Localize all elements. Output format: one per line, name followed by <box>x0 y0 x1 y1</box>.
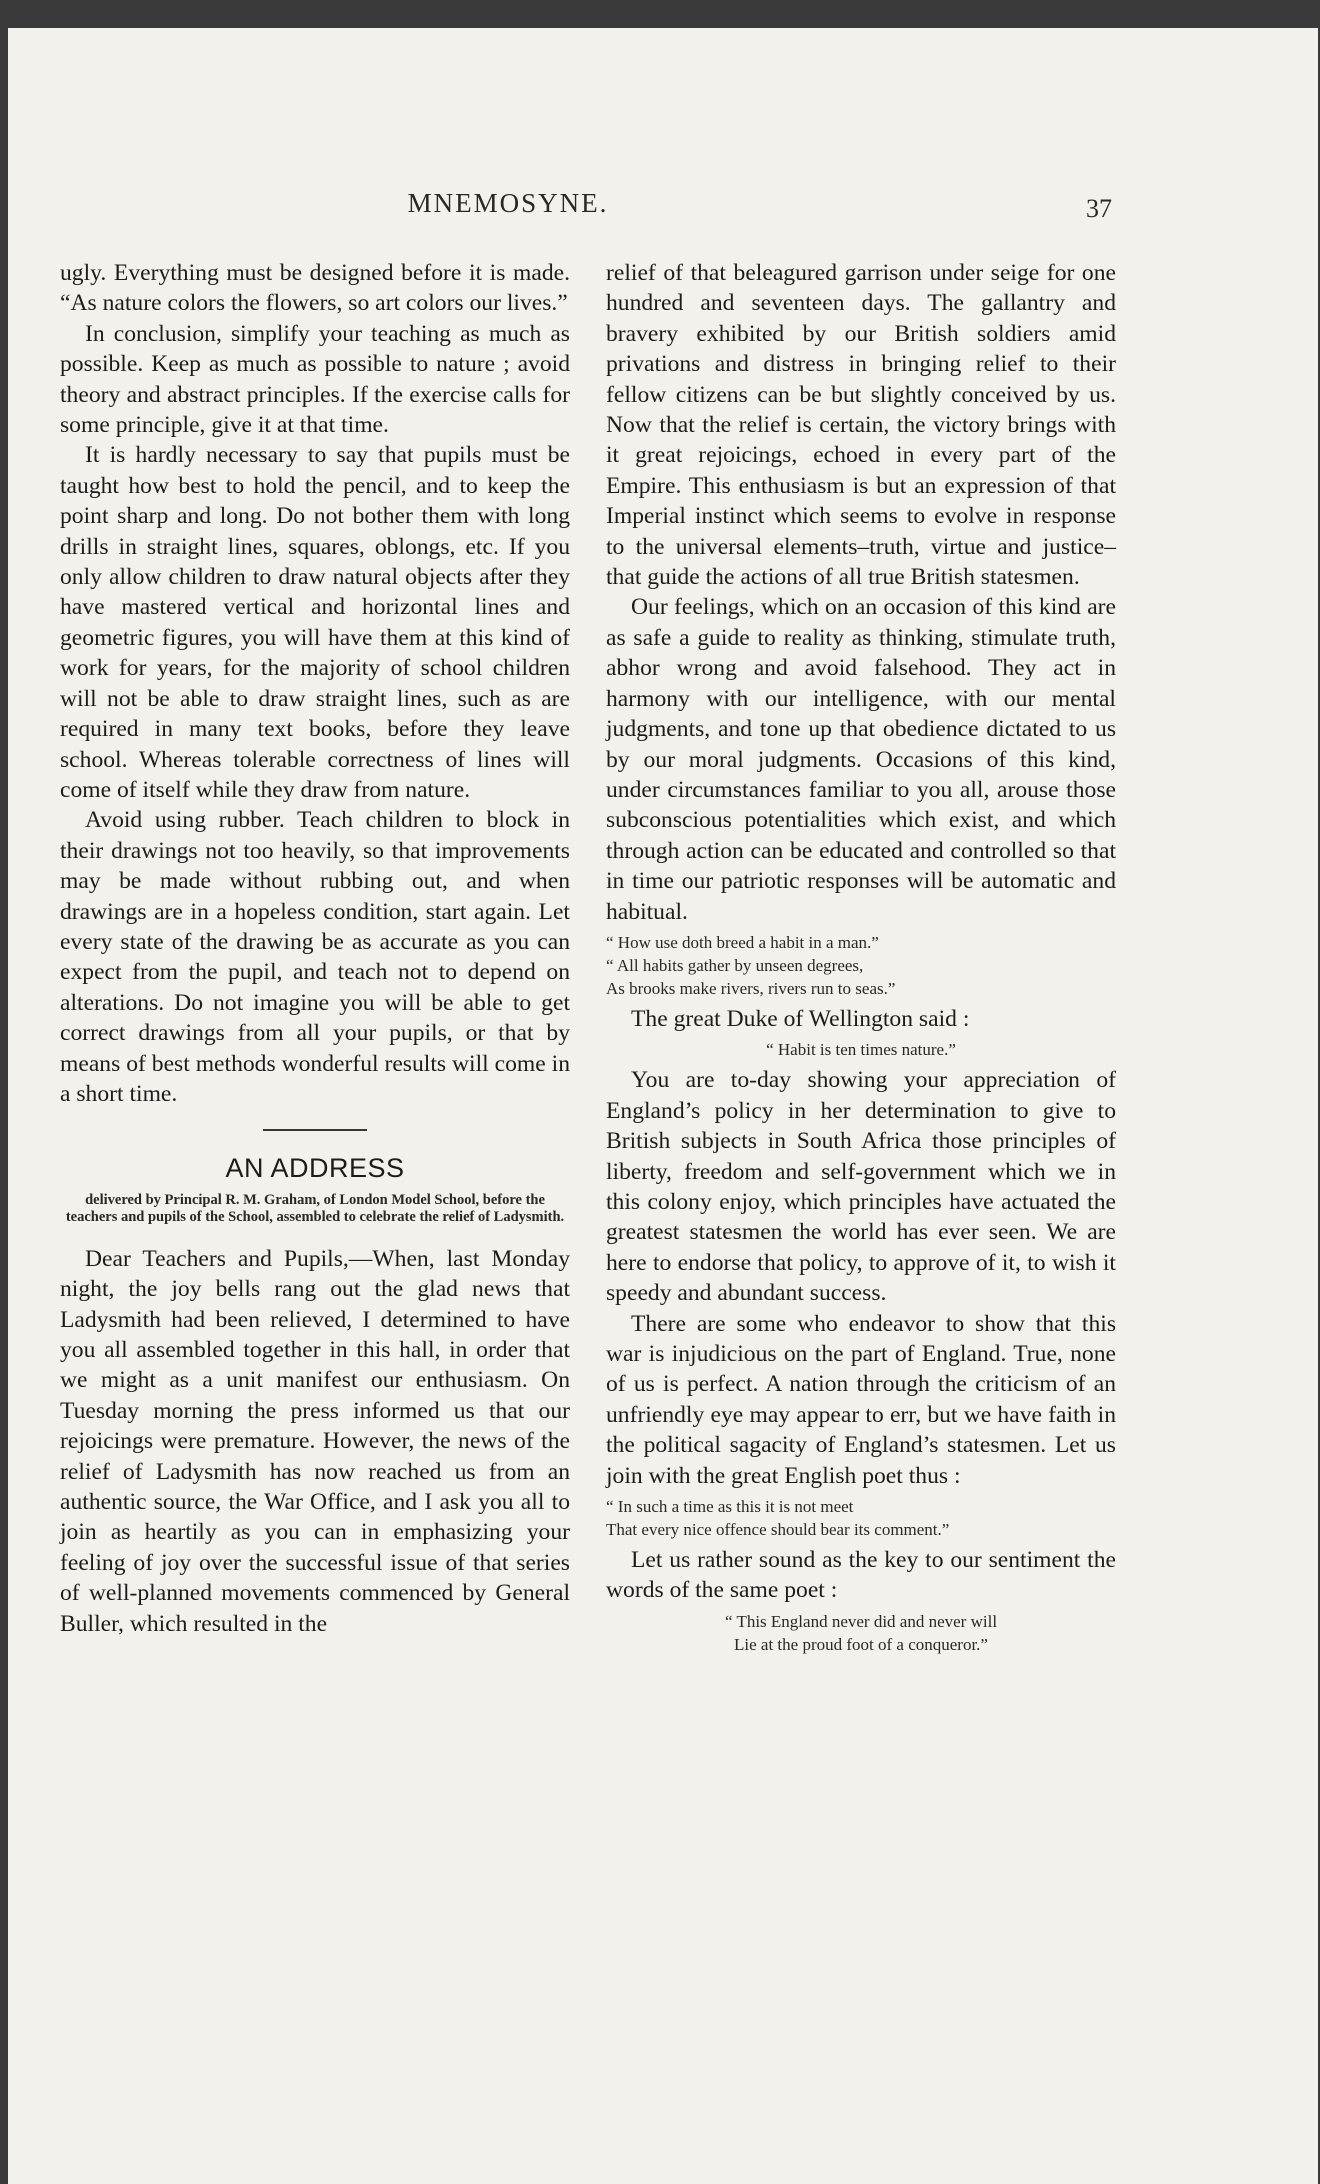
paragraph: In conclusion, simplify your teaching as much as possible. Keep as much as possible to nature ; avoid theory and abstract principles. If the exercise calls for some principle, give it at that time. <box>60 320 570 439</box>
paragraph: It is hardly necessary to say that pupils must be taught how best to hold the pencil, and to keep the point sharp and long. Do not bother them with long drills in straight lines, squares, oblongs, etc. If you only allow children to draw natural objects after they have mastered vertical and horizontal lines and geometric figures, you will have them at this kind of work for years, for the majority of school children will not be able to draw straight lines, such as are required in many text books, before they leave school. Whereas tolerable correctness of lines will come of itself while they draw from nature. <box>60 442 570 803</box>
quotation-line: As brooks make rivers, rivers run to seas.” <box>606 978 896 998</box>
quotation-line: “ This England never did and never will <box>724 1611 998 1631</box>
paragraph: The great Duke of Wellington said : <box>631 1005 970 1032</box>
section-subtitle: delivered by Principal R. M. Graham, of London Model School, before the teachers and pupils of the School, assembled to celebrate the relief of Ladysmith. <box>65 1191 565 1225</box>
quotation <box>606 1610 1116 1656</box>
page-header <box>8 188 1318 248</box>
quotation <box>606 931 1116 1000</box>
right-column <box>606 258 1116 1660</box>
section-divider <box>263 1129 367 1131</box>
quotation-line: “ How use doth breed a habit in a man.” <box>606 932 879 952</box>
paragraph: Dear Teachers and Pupils,—When, last Monday night, the joy bells rang out the glad news that Ladysmith had been relieved, I determined to have you all assembled together in this hall, in order that we might as a unit manifest our enthusiasm. On Tuesday morning the press informed us that our rejoicings were premature. However, the news of the relief of Ladysmith has now reached us from an authentic source, the War Office, and I ask you all to join as heartily as you can in emphasizing your feeling of joy over the successful issue of that series of well-planned movements commenced by General Buller, which resulted in the <box>60 1245 570 1637</box>
section-title: AN ADDRESS <box>225 1153 405 1184</box>
paragraph: ugly. Everything must be designed before it is made. “As nature colors the flowers, so art colors our lives.” <box>60 260 570 317</box>
paragraph: Our feelings, which on an occasion of this kind are as safe a guide to reality as thinking, stimulate truth, abhor wrong and avoid falsehood. They act in harmony with our intelligence, with our mental judgments, and tone up that obedience dictated to us by our moral judgments. Occasions of this kind, under circumstances familiar to you all, arouse those subconscious potentialities which exist, and which through action can be educated and controlled so that in time our patriotic responses will be automatic and habitual. <box>606 594 1116 925</box>
paragraph: Avoid using rubber. Teach children to block in their drawings not too heavily, so that improvements may be made without rubbing out, and when drawings are in a hopeless condition, start again. Let every state of the drawing be as accurate as you can expect from the pupil, and teach not to depend on alterations. Do not imagine you will be able to get correct drawings from all your pupils, or that by means of best methods wonderful results will come in a short time. <box>60 807 570 1107</box>
quotation <box>606 1038 1116 1061</box>
quotation-line: “ All habits gather by unseen degrees, <box>606 955 864 975</box>
quotation-line: Lie at the proud foot of a conqueror.” <box>734 1634 988 1654</box>
page <box>8 28 1318 2184</box>
quotation-line: “ Habit is ten times nature.” <box>766 1040 956 1060</box>
page-number: 37 <box>1086 194 1112 223</box>
quotation <box>606 1495 1116 1541</box>
quotation-line: “ In such a time as this it is not meet <box>606 1497 854 1517</box>
left-column <box>60 258 570 1639</box>
running-title: MNEMOSYNE. <box>407 188 609 218</box>
paragraph: relief of that beleagured garrison under seige for one hundred and seventeen days. The gallantry and bravery exhibited by our British soldiers amid privations and distress in bringing relief to their fellow citizens can be but slightly conceived by us. Now that the relief is certain, the victory brings with it great rejoicings, echoed in every part of the Empire. This enthusiasm is but an expression of that Imperial instinct which seems to evolve in response to the universal elements–truth, virtue and justice–that guide the actions of all true British statesmen. <box>606 260 1116 591</box>
paragraph: There are some who endeavor to show that this war is injudicious on the part of England. True, none of us is perfect. A nation through the criticism of an unfriendly eye may appear to err, but we have faith in the political sagacity of England’s statesmen. Let us join with the great English poet thus : <box>606 1310 1116 1489</box>
paragraph: Let us rather sound as the key to our sentiment the words of the same poet : <box>606 1547 1116 1604</box>
quotation-line: That every nice offence should bear its comment.” <box>606 1520 950 1540</box>
paragraph: You are to-day showing your appreciation of England’s policy in her determination to give to British subjects in South Africa those principles of liberty, freedom and self-government which we in this colony enjoy, which principles have actuated the greatest statesmen the world has ever seen. We are here to endorse that policy, to approve of it, to wish it speedy and abundant success. <box>606 1067 1116 1307</box>
